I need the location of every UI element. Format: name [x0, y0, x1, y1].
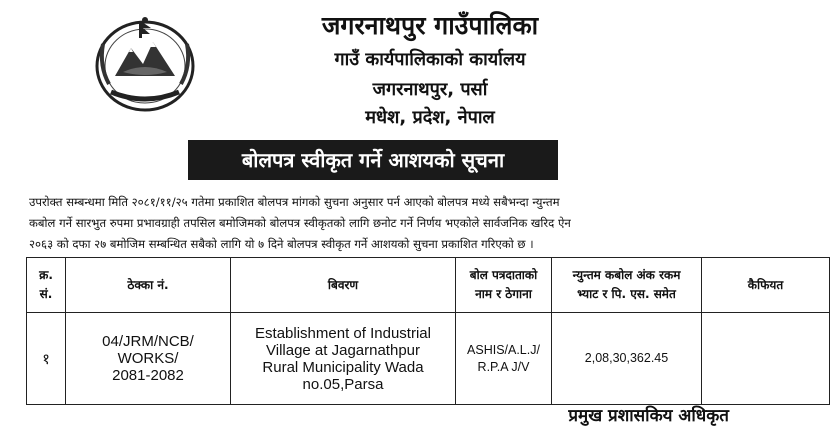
notice-title: बोलपत्र स्वीकृत गर्ने आशयको सूचना: [188, 140, 558, 180]
header-bidder: बोल पत्रदाताको नाम र ठेगाना: [456, 258, 552, 313]
cell-bidder: ASHIS/A.L.J/ R.P.A J/V: [456, 313, 552, 405]
notice-body-line: २०६३ को दफा २७ बमोजिम सम्बन्धित सबैको लागि यो ७ दिने बोलपत्र स्वीकृत गर्ने आशयको सुचना प्रकाशित गरिएको छ ।: [29, 237, 534, 251]
office-province: मधेश, प्रदेश, नेपाल: [365, 107, 495, 128]
cell-amount: 2,08,30,362.45: [552, 313, 702, 405]
bid-table: [26, 257, 830, 405]
table-row: [27, 313, 830, 405]
cell-contract-no: 04/JRM/NCB/ WORKS/ 2081-2082: [66, 313, 231, 405]
notice-body-line: उपरोक्त सम्बन्धमा मिति २०८१/११/२५ गतेमा प्रकाशित बोलपत्र मांगको सुचना अनुसार पर्न आएको बोलपत्र मध्ये सबैभन्दा न्युन्तम: [29, 195, 560, 209]
table-header-row: [27, 258, 830, 313]
header-contract-no: ठेक्का नं.: [66, 258, 231, 313]
cell-remarks: [702, 313, 830, 405]
nepal-government-emblem-icon: [93, 14, 197, 114]
office-name: गाउँ कार्यपालिकाको कार्यालय: [334, 49, 526, 70]
municipality-name: जगरनाथपुर गाउँपालिका: [321, 11, 539, 40]
header-remarks: कैफियत: [702, 258, 830, 313]
cell-serial: १: [27, 313, 66, 405]
header-description: बिवरण: [231, 258, 456, 313]
notice-body-line: कबोल गर्ने सारभुत रुपमा प्रभावग्राही तपसिल बमोजिमको बोलपत्र स्वीकृतको लागि छनोट गर्ने निर्णय भएकोले सार्वजनिक खरिद ऐन: [29, 216, 571, 230]
header-serial: क्र. सं.: [27, 258, 66, 313]
cell-description: Establishment of Industrial Village at Jagarnathpur Rural Municipality Wada no.05,Parsa: [231, 313, 456, 405]
signatory: प्रमुख प्रशासकिय अधिकृत: [568, 406, 729, 426]
notice-body: [29, 192, 729, 255]
office-address: जगरनाथपुर, पर्सा: [372, 79, 488, 100]
header-amount: न्युन्तम कबोल अंक रकम भ्याट र पि. एस. समेत: [552, 258, 702, 313]
